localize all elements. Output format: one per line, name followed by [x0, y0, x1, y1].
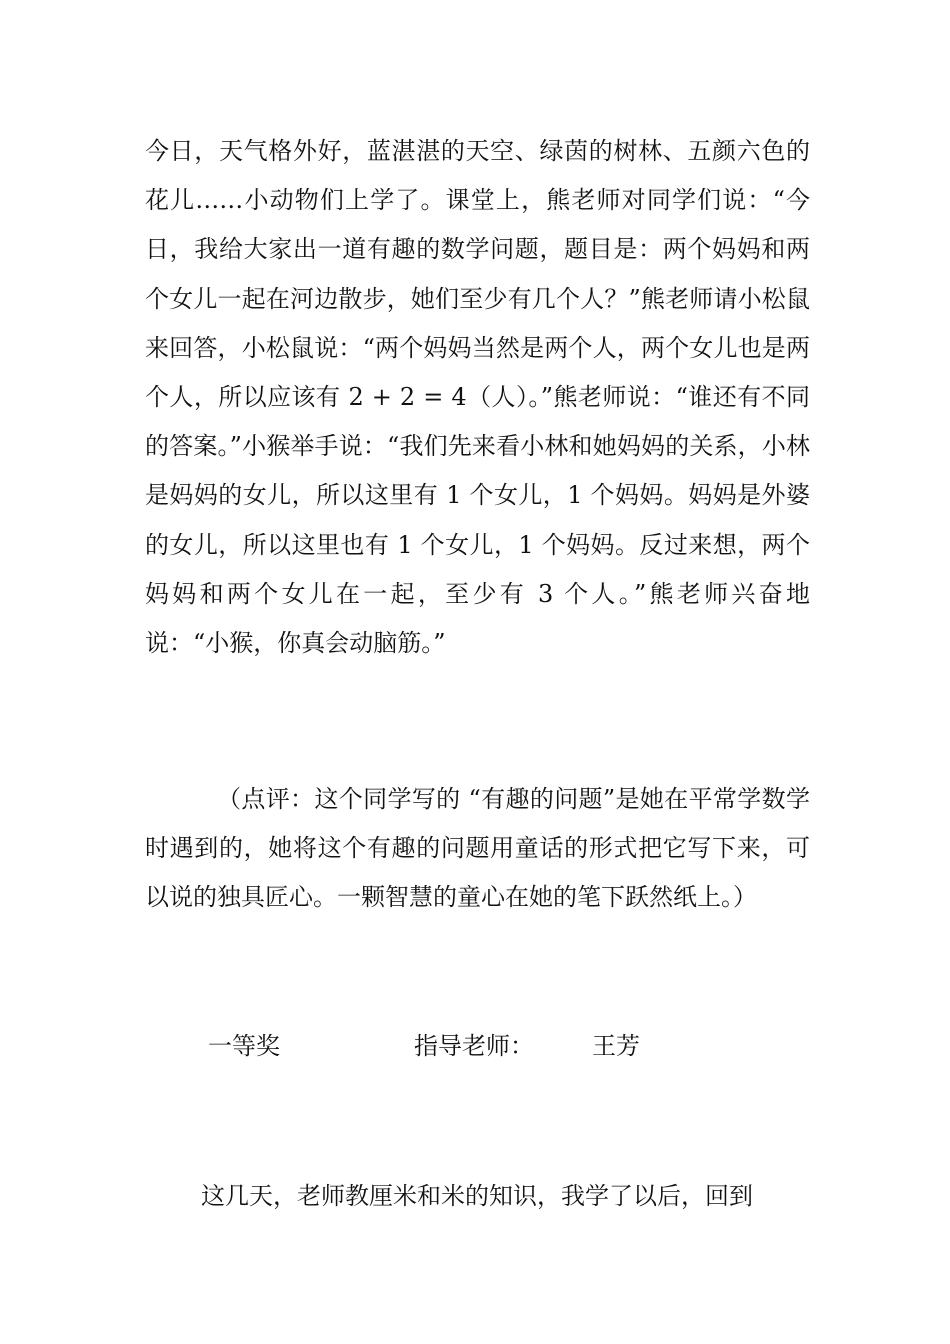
award-teacher-label: 指导老师： [414, 1032, 534, 1060]
next-paragraph: 这几天，老师教厘米和米的知识，我学了以后，回到 [201, 1182, 753, 1210]
story-paragraph: 今日，天气格外好，蓝湛湛的天空、绿茵的树林、五颜六色的花儿……小动物们上学了。课堂上，熊老师对同学们说：“今日，我给大家出一道有趣的数学问题，题目是：两个妈妈和两个女儿一起在河边散步，她们至少有几个人？”熊老师请小松鼠来回答，小松鼠说：“两个妈妈当然是两个人，两个女儿也是两个人，所以应该有 2 + 2 = 4（人）。”熊老师说：“谁还有不同的答案。”小猴举手说：“我们先来看小林和她妈妈的关系，小林是妈妈的女儿，所以这里有 1 个女儿，1 个妈妈。妈妈是外婆的女儿，所以这里也有 1 个女儿，1 个妈妈。反过来想，两个妈妈和两个女儿在一起，至少有 3 个人。”熊老师兴奋地说：“小猴，你真会动脑筋。” [145, 137, 810, 658]
award-prize: 一等奖 [208, 1032, 280, 1060]
comment-paragraph: （点评：这个同学写的 “有趣的问题”是她在平常学数学时遇到的，她将这个有趣的问题用童话的形式把它写下来，可以说的独具匠心。一颗智慧的童心在她的笔下跃然纸上。） [145, 785, 810, 912]
award-teacher-name: 王芳 [592, 1032, 640, 1060]
